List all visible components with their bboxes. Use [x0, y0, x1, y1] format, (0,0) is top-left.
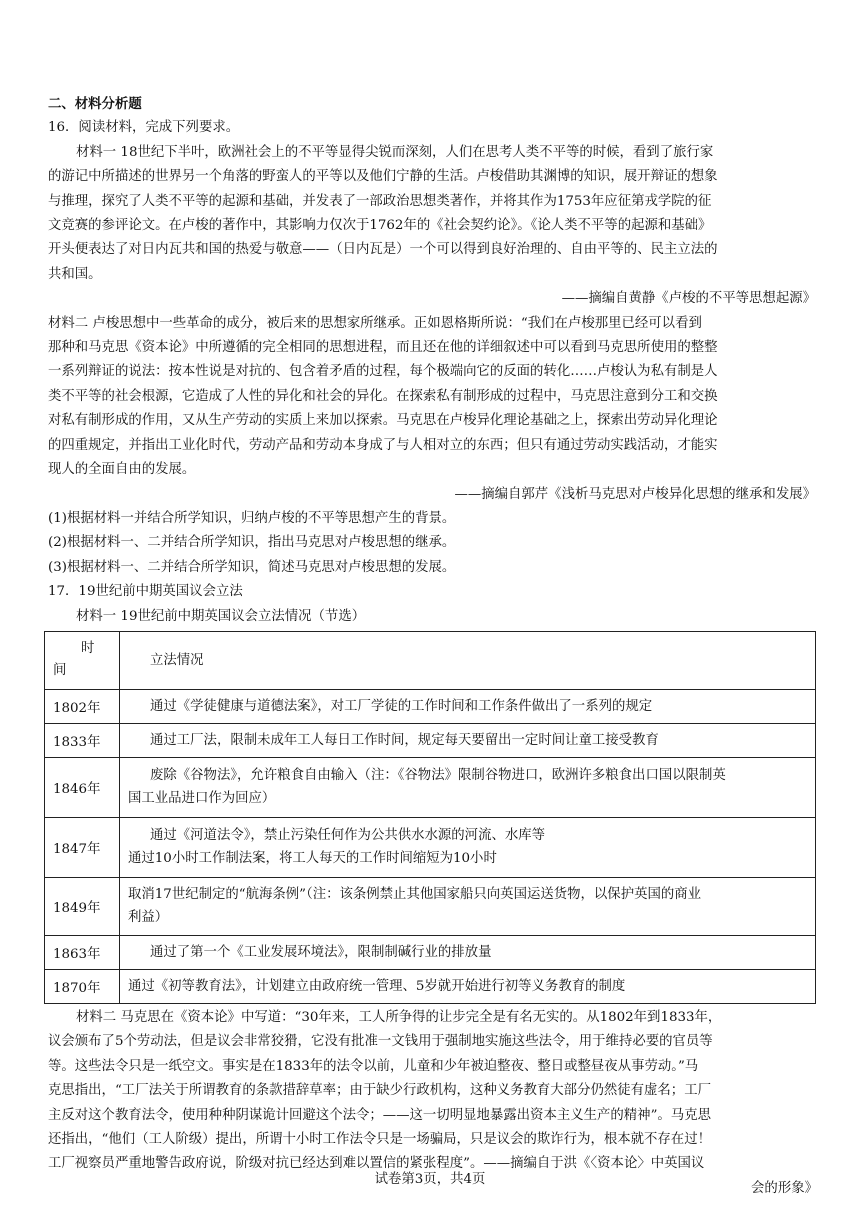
year-cell: 1833年 — [45, 723, 120, 757]
content-line: 国工业品进口作为回应） — [128, 791, 276, 807]
table-header-row — [45, 631, 816, 689]
content-cell: 通过《初等教育法》，计划建立由政府统一管理、5岁就开始进行初等义务教育的制度 — [120, 969, 816, 1003]
content-cell — [120, 817, 816, 877]
q16-question-1: (1)根据材料一并结合所学知识，归纳卢梭的不平等思想产生的背景。 — [48, 510, 456, 526]
content-cell: 通过《学徒健康与道德法案》，对工厂学徒的工作时间和工作条件做出了一系列的规定 — [120, 689, 816, 723]
q16-question-3: (3)根据材料一、二并结合所学知识，简述马克思对卢梭思想的发展。 — [48, 559, 456, 575]
content-line: 利益） — [128, 910, 169, 926]
content-header: 立法情况 — [120, 631, 816, 689]
year-cell: 1870年 — [45, 969, 120, 1003]
q16-material-1-source: ——摘编自黄静《卢梭的不平等思想起源》 — [561, 291, 816, 307]
paragraph-line: 克思指出，“工厂法关于所谓教育的条款措辞草率；由于缺少行政机构，这种义务教育大部分仍然徒有虚名；工厂 — [48, 1083, 711, 1099]
paragraph-line: 那种和马克思《资本论》中所遵循的完全相同的思想进程，而且还在他的详细叙述中可以看到马克思所使用的整整 — [48, 340, 718, 356]
content-line: 通过10小时工作制法案，将工人每天的工作时间缩短为10小时 — [128, 851, 497, 867]
table-row — [45, 723, 816, 757]
section-title: 二、材料分析题 — [48, 96, 142, 112]
paragraph-line: 共和国。 — [48, 266, 102, 282]
year-cell: 1847年 — [45, 817, 120, 877]
table-row — [45, 935, 816, 969]
paragraph-line: 现人的全面自由的发展。 — [48, 462, 196, 478]
page-footer: 试卷第3页，共4页 — [374, 1172, 486, 1187]
table-row — [45, 757, 816, 817]
q16-material-1 — [48, 141, 818, 287]
paragraph-line: 材料二 卢梭思想中一些革命的成分，被后来的思想家所继承。正如恩格斯所说：“我们在卢梭那里已经可以看到 — [48, 315, 702, 331]
year-cell: 1849年 — [45, 877, 120, 935]
paragraph-line: 材料二 马克思在《资本论》中写道：“30年来，工人所争得的让步完全是有名无实的。从1802年到1833年， — [76, 1009, 722, 1025]
time-header-part-2: 间 — [53, 663, 67, 679]
paragraph-line: 类不平等的社会根源，它造成了人性的异化和社会的异化。在探索私有制形成的过程中，马克思注意到分工和交换 — [48, 388, 718, 404]
paragraph-line: 会的形象》 — [751, 1180, 818, 1196]
content-line: 取消17世纪制定的“航海条例”（注：该条例禁止其他国家船只向英国运送货物，以保护英国的商业 — [128, 887, 702, 903]
year-cell: 1802年 — [45, 689, 120, 723]
content-cell: 通过了第一个《工业发展环境法》，限制制碱行业的排放量 — [120, 935, 816, 969]
content-cell — [120, 757, 816, 817]
paragraph-line: 对私有制形成的作用，又从生产劳动的实质上来加以探索。马克思在卢梭异化理论基础之上，探索出劳动异化理论 — [48, 413, 718, 429]
table-caption: 材料一 19世纪前中期英国议会立法情况（节选） — [76, 608, 366, 624]
q16-header: 16．阅读材料，完成下列要求。 — [48, 120, 240, 136]
paragraph-line: 工厂视察员严重地警告政府说，阶级对抗已经达到难以置信的紧张程度”。——摘编自于洪《〈资本论〉中英国议 — [48, 1156, 705, 1172]
content-line: 废除《谷物法》，允许粮食自由输入（注：《谷物法》限制谷物进口，欧洲许多粮食出口国以限制英 — [150, 768, 726, 784]
q16-question-2: (2)根据材料一、二并结合所学知识，指出马克思对卢梭思想的继承。 — [48, 535, 456, 551]
paragraph-line: 文竞赛的参评论文。在卢梭的著作中，其影响力仅次于1762年的《社会契约论》。《论人类不平等的起源和基础》 — [48, 218, 712, 234]
paragraph-line: 材料一 18世纪下半叶，欧洲社会上的不平等显得尖锐而深刻，人们在思考人类不平等的时候，看到了旅行家 — [76, 144, 714, 160]
paragraph-line: 与推理，探究了人类不平等的起源和基础，并发表了一部政治思想类著作，并将其作为1753年应征第戎学院的征 — [48, 193, 712, 209]
content-line: 通过《河道法令》，禁止污染任何作为公共供水水源的河流、水库等 — [150, 828, 546, 844]
table-row — [45, 969, 816, 1003]
paragraph-line: 议会颁布了5个劳动法，但是议会非常狡猾，它没有批准一文钱用于强制地实施这些法令，用于维持必要的官员等 — [48, 1034, 713, 1050]
time-header-part-1: 时 — [81, 641, 95, 657]
content-cell — [120, 877, 816, 935]
paragraph-line: 一系列辩证的说法：按本性说是对抗的、包含着矛盾的过程，每个极端向它的反面的转化……卢梭认为私有制是人 — [48, 364, 718, 380]
q17-header: 17．19世纪前中期英国议会立法 — [48, 584, 243, 600]
paragraph-line: 开头便表达了对日内瓦共和国的热爱与敬意——（日内瓦是）一个可以得到良好治理的、自由平等的、民主立法的 — [48, 242, 718, 258]
paragraph-line: 主反对这个教育法令，使用种种阴谋诡计回避这个法令；——这一切明显地暴露出资本主义生产的精神”。马克思 — [48, 1107, 711, 1123]
paragraph-line: 的游记中所描述的世界另一个角落的野蛮人的平等以及他们宁静的生活。卢梭借助其渊博的知识，展开辩证的想象 — [48, 169, 718, 185]
table-row — [45, 877, 816, 935]
year-cell: 1846年 — [45, 757, 120, 817]
q16-material-2 — [48, 312, 818, 483]
paragraph-line: 等。这些法令只是一纸空文。事实是在1833年的法令以前，儿童和少年被迫整夜、整日或整昼夜从事劳动。”马 — [48, 1058, 699, 1074]
year-cell: 1863年 — [45, 935, 120, 969]
time-header — [45, 631, 120, 689]
exam-page — [48, 92, 818, 1201]
table-row — [45, 689, 816, 723]
table-row — [45, 817, 816, 877]
paragraph-line: 还指出，“他们（工人阶级）提出，所谓十小时工作法令只是一场骗局，只是议会的欺诈行为，根本就不存在过！ — [48, 1131, 711, 1147]
paragraph-line: 的四重规定，并指出工业化时代，劳动产品和劳动本身成了与人相对立的东西；但只有通过劳动实践活动，才能实 — [48, 437, 718, 453]
q16-material-2-source: ——摘编自郭芹《浅析马克思对卢梭异化思想的继承和发展》 — [454, 486, 816, 502]
content-cell: 通过工厂法，限制未成年工人每日工作时间，规定每天要留出一定时间让童工接受教育 — [120, 723, 816, 757]
legislation-table — [44, 631, 816, 1004]
